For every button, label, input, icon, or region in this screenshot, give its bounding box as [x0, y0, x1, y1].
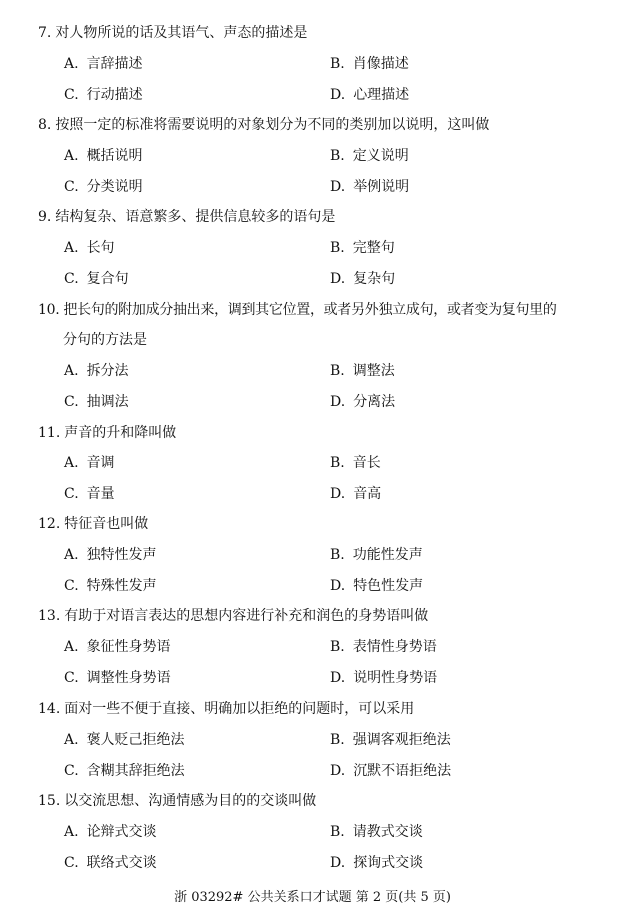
question-7-option-a [64, 54, 143, 74]
option-text: 请教式交谈 [352, 824, 423, 840]
question-13-option-a [64, 637, 171, 657]
option-letter: A. [64, 148, 79, 164]
option-letter: A. [64, 824, 79, 840]
option-text: 言辞描述 [86, 56, 143, 72]
option-text: 定义说明 [352, 148, 409, 164]
question-number: 12. [38, 516, 61, 532]
question-9-option-d [330, 269, 395, 289]
option-letter: B. [330, 363, 345, 379]
question-11-stem [38, 418, 608, 449]
option-text: 调整法 [352, 363, 395, 379]
option-text: 完整句 [352, 240, 395, 256]
option-text: 独特性发声 [86, 547, 157, 563]
question-7-stem [38, 18, 608, 49]
option-text: 抽调法 [86, 394, 129, 410]
option-letter: D. [330, 670, 346, 686]
question-14-option-a [64, 730, 185, 750]
question-number: 14. [38, 701, 61, 717]
question-12-stem [38, 509, 608, 540]
option-letter: A. [64, 455, 79, 471]
option-letter: A. [64, 732, 79, 748]
question-number: 8. [38, 117, 52, 133]
option-text: 强调客观拒绝法 [352, 732, 451, 748]
option-letter: D. [330, 763, 346, 779]
option-letter: B. [330, 732, 345, 748]
option-text: 肖像描述 [352, 56, 409, 72]
question-13-option-d [330, 668, 437, 688]
question-14-stem [38, 694, 608, 725]
question-text: 声音的升和降叫做 [64, 425, 177, 441]
question-12-option-b [330, 545, 423, 565]
question-12-option-c [64, 576, 157, 596]
option-text: 分类说明 [86, 179, 143, 195]
question-11-option-d [330, 484, 381, 504]
option-letter: C. [64, 271, 79, 287]
option-letter: B. [330, 148, 345, 164]
option-letter: A. [64, 547, 79, 563]
option-letter: D. [330, 486, 346, 502]
page-footer: 浙 03292# 公共关系口才试题 第 2 页(共 5 页) [174, 890, 451, 905]
question-13-stem [38, 601, 608, 632]
option-letter: C. [64, 578, 79, 594]
question-11-option-b [330, 453, 381, 473]
option-letter: B. [330, 824, 345, 840]
question-number: 11. [38, 425, 61, 441]
question-14-option-c [64, 761, 185, 781]
option-text: 心理描述 [353, 87, 410, 103]
question-15-option-d [330, 853, 423, 873]
question-9-option-b [330, 238, 395, 258]
question-number: 15. [38, 793, 61, 809]
question-8-stem [38, 110, 608, 141]
option-text: 概括说明 [86, 148, 143, 164]
option-text: 联络式交谈 [86, 855, 157, 871]
option-text: 拆分法 [86, 363, 129, 379]
option-letter: D. [330, 394, 346, 410]
question-11-option-c [64, 484, 115, 504]
option-letter: C. [64, 394, 79, 410]
question-text: 对人物所说的话及其语气、声态的描述是 [55, 25, 308, 41]
option-text: 复合句 [86, 271, 129, 287]
question-number: 9. [38, 209, 52, 225]
option-letter: C. [64, 670, 79, 686]
option-letter: C. [64, 179, 79, 195]
question-text-continued: 分句的方法是 [63, 332, 147, 348]
question-8-option-c [64, 177, 143, 197]
question-text: 有助于对语言表达的思想内容进行补充和润色的身势语叫做 [64, 608, 429, 624]
option-letter: A. [64, 240, 79, 256]
question-15-option-c [64, 853, 157, 873]
option-letter: D. [330, 578, 346, 594]
option-letter: C. [64, 855, 79, 871]
question-10-stem [38, 295, 608, 326]
question-text: 特征音也叫做 [64, 516, 149, 532]
option-text: 特殊性发声 [86, 578, 157, 594]
option-text: 特色性发声 [353, 578, 424, 594]
option-text: 分离法 [353, 394, 396, 410]
question-12-option-d [330, 576, 423, 596]
option-text: 音长 [352, 455, 381, 471]
option-letter: A. [64, 56, 79, 72]
question-text: 以交流思想、沟通情感为目的的交谈叫做 [64, 793, 317, 809]
question-9-option-c [64, 269, 129, 289]
question-8-option-b [330, 146, 409, 166]
question-8-option-a [64, 146, 143, 166]
question-13-option-c [64, 668, 171, 688]
option-text: 音量 [86, 486, 115, 502]
option-letter: C. [64, 763, 79, 779]
question-10-option-c [64, 392, 129, 412]
question-text: 面对一些不便于直接、明确加以拒绝的问题时，可以采用 [64, 701, 415, 717]
question-15-stem [38, 786, 608, 817]
option-text: 含糊其辞拒绝法 [86, 763, 185, 779]
option-text: 说明性身势语 [353, 670, 438, 686]
option-letter: A. [64, 639, 79, 655]
question-7-option-c [64, 85, 143, 105]
option-text: 调整性身势语 [86, 670, 171, 686]
question-14-option-d [330, 761, 451, 781]
option-text: 行动描述 [86, 87, 143, 103]
option-letter: D. [330, 271, 346, 287]
question-10-option-b [330, 361, 395, 381]
option-text: 音调 [86, 455, 115, 471]
option-text: 象征性身势语 [86, 639, 171, 655]
option-text: 表情性身势语 [352, 639, 437, 655]
question-text: 结构复杂、语意繁多、提供信息较多的语句是 [55, 209, 336, 225]
question-number: 10. [38, 302, 60, 318]
question-15-option-b [330, 822, 423, 842]
question-14-option-b [330, 730, 451, 750]
question-7-option-b [330, 54, 409, 74]
option-text: 复杂句 [353, 271, 396, 287]
option-letter: C. [64, 486, 79, 502]
option-text: 举例说明 [353, 179, 410, 195]
question-7-option-d [330, 85, 409, 105]
option-text: 探询式交谈 [353, 855, 424, 871]
question-text: 按照一定的标准将需要说明的对象划分为不同的类别加以说明，这叫做 [55, 117, 490, 133]
option-text: 功能性发声 [352, 547, 423, 563]
option-letter: B. [330, 455, 345, 471]
question-10-stem-line2 [63, 325, 625, 356]
question-text: 把长句的附加成分抽出来，调到其它位置，或者另外独立成句，或者变为复句里的 [63, 302, 557, 318]
question-12-option-a [64, 545, 157, 565]
option-text: 沉默不语拒绝法 [353, 763, 452, 779]
option-text: 长句 [86, 240, 115, 256]
option-letter: D. [330, 87, 346, 103]
option-letter: A. [64, 363, 79, 379]
question-9-stem [38, 202, 608, 233]
option-letter: B. [330, 240, 345, 256]
option-text: 音高 [353, 486, 382, 502]
option-letter: D. [330, 179, 346, 195]
option-letter: D. [330, 855, 346, 871]
question-number: 13. [38, 608, 61, 624]
option-letter: C. [64, 87, 79, 103]
question-13-option-b [330, 637, 437, 657]
option-letter: B. [330, 639, 345, 655]
question-number: 7. [38, 25, 52, 41]
question-8-option-d [330, 177, 409, 197]
question-11-option-a [64, 453, 115, 473]
question-9-option-a [64, 238, 115, 258]
option-letter: B. [330, 56, 345, 72]
question-10-option-d [330, 392, 395, 412]
option-text: 褒人贬己拒绝法 [86, 732, 185, 748]
option-text: 论辩式交谈 [86, 824, 157, 840]
question-15-option-a [64, 822, 157, 842]
option-letter: B. [330, 547, 345, 563]
question-10-option-a [64, 361, 129, 381]
